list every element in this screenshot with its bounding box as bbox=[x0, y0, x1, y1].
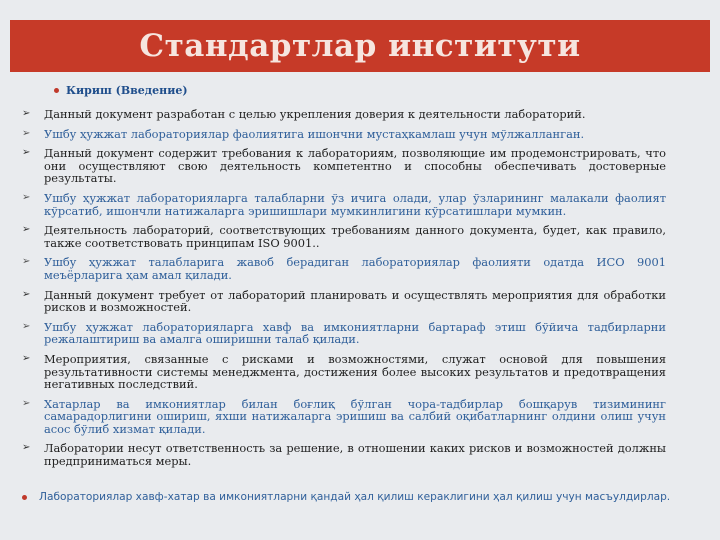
list-item bbox=[22, 224, 666, 249]
subtitle-text: Кириш (Введение) bbox=[66, 84, 188, 97]
item-text: Ушбу ҳужжат лабораториялар фаолиятига ишончни мустаҳкамлаш учун мўлжалланган. bbox=[44, 126, 585, 141]
last-item-text: Лабораториялар хавф-хатар ва имкониятларни қандай ҳал қилиш кераклигини ҳал қилиш учун масъулдирлар. bbox=[39, 491, 671, 503]
item-text: Ушбу ҳужжат лабораторияларга хавф ва имкониятларни бартараф этиш бўйича тадбирларни режалаштириш ва амалга оширишни талаб қилади. bbox=[44, 319, 666, 347]
list-item bbox=[22, 353, 666, 391]
arrow-bullet-icon: ➢ bbox=[22, 442, 31, 454]
content-list bbox=[22, 108, 666, 475]
list-item bbox=[22, 108, 666, 121]
arrow-bullet-icon: ➢ bbox=[22, 256, 31, 268]
subtitle bbox=[54, 84, 188, 97]
last-item bbox=[22, 491, 692, 503]
list-item bbox=[22, 147, 666, 185]
item-text: Лаборатории несут ответственность за решение, в отношении каких рисков и возможностей должны предприниматься меры. bbox=[44, 441, 666, 469]
arrow-bullet-icon: ➢ bbox=[22, 191, 31, 203]
item-text: Ушбу ҳужжат талабларига жавоб берадиган лабораториялар фаолияти одатда ИСО 9001 меъёрларига ҳам амал қилади. bbox=[44, 255, 666, 282]
list-item bbox=[22, 192, 666, 217]
arrow-bullet-icon: ➢ bbox=[22, 147, 31, 159]
item-text: Мероприятия, связанные с рисками и возможностями, служат основой для повышения результативности системы менеджмента, достижения более высоких результатов и предотвращения негативных последствий. bbox=[44, 351, 666, 392]
item-text: Деятельность лабораторий, соответствующих требованиям данного документа, будет, как правило, также соответствовать принципам ISO 9001.. bbox=[44, 223, 666, 250]
item-text: Хатарлар ва имкониятлар билан боғлиқ бўлган чора-тадбирлар бошқарув тизимининг самарадорлигини ошириш, яхши натижаларга эришиш ва салбий оқибатларнинг олдини олиш учун асос бўлиб хизмат қилади. bbox=[44, 396, 666, 436]
bullet-dot-icon bbox=[22, 495, 27, 500]
arrow-bullet-icon: ➢ bbox=[22, 224, 31, 236]
arrow-bullet-icon: ➢ bbox=[22, 127, 31, 139]
arrow-bullet-icon: ➢ bbox=[22, 352, 31, 364]
arrow-bullet-icon: ➢ bbox=[22, 108, 31, 119]
arrow-bullet-icon: ➢ bbox=[22, 288, 31, 300]
item-text: Данный документ содержит требования к лабораториям, позволяющие им продемонстрировать, что они осуществляют свою деятельность компетентно и способны обеспечивать достоверные результаты. bbox=[44, 146, 666, 186]
title-banner bbox=[10, 20, 710, 72]
bullet-dot-icon bbox=[54, 88, 59, 93]
list-item bbox=[22, 321, 666, 346]
list-item bbox=[22, 289, 666, 314]
item-text: Ушбу ҳужжат лабораторияларга талабларни ўз ичига олади, улар ўзларининг малакали фаолият кўрсатиб, ишончли натижаларга эришишлари мумкинлигини кўрсатишлари мумкин. bbox=[44, 190, 666, 218]
page-title: Стандартлар институти bbox=[139, 28, 581, 64]
item-text: Данный документ требует от лабораторий планировать и осуществлять мероприятия для обработки рисков и возможностей. bbox=[44, 287, 666, 315]
list-item bbox=[22, 442, 666, 467]
arrow-bullet-icon: ➢ bbox=[22, 320, 31, 332]
item-text: Данный документ разработан с целью укрепления доверия к деятельности лабораторий. bbox=[44, 107, 586, 121]
list-item bbox=[22, 398, 666, 436]
list-item bbox=[22, 128, 666, 141]
arrow-bullet-icon: ➢ bbox=[22, 397, 31, 409]
list-item bbox=[22, 256, 666, 281]
